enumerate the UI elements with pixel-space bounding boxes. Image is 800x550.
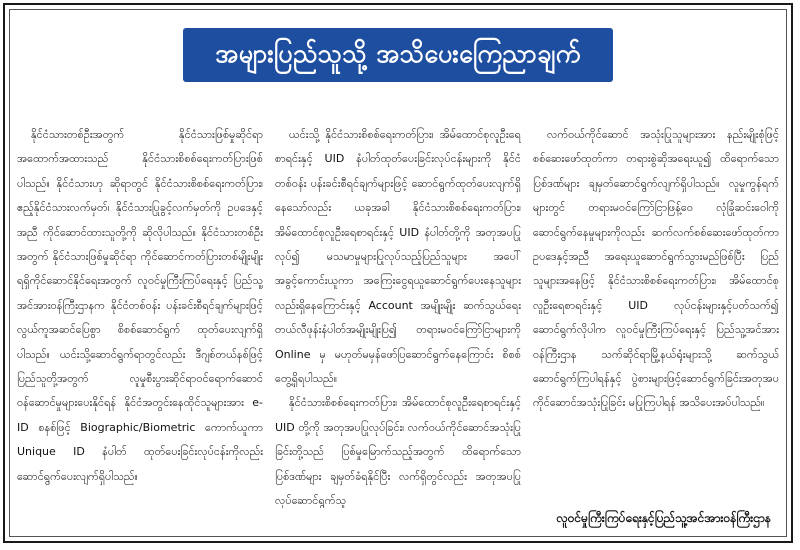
paragraph: လက်ဝယ်ကိုင်ဆောင် အသုံးပြုသူများအား နည်းမျိုးစုံဖြင့် စစ်ဆေးဖော်ထုတ်ကာ တရားစွဲဆိုအရေးယူ၍ ထိရောက်သော ပြစ်ဒဏ်များ ချမှတ်ဆောင်ရွက်လျက်ရှိပါသည်။ လူမှုကွန်ရက်များတွင် တရားမဝင်ကြော်ငြာဖြန့်ဝေ လုံခြုံဆင်းဝေါကိုဆောင်ရွက်နေမှုများကိုလည်း ဆက်လက်စစ်ဆေးဖော်ထုတ်ကာ ဥပဒေနှင့်အညီ အရေးယူဆောင်ရွက်သွားမည်ဖြစ်ပြီး ပြည်သူများအနေဖြင့် နိုင်ငံသားစိစစ်ရေးကတ်ပြား၊ အိမ်ထောင်စုလူဦးရေစာရင်းနှင့် UID လုပ်ငန်းများနှင့်ပတ်သက်၍ ဆောင်ရွက်လိုပါက လူဝင်မှုကြီးကြပ်ရေးနှင့် ပြည်သူ့အင်အားဝန်ကြီးဌာန သက်ဆိုင်ရာမြို့နယ်ရုံးများသို့ ဆက်သွယ်ဆောင်ရွက်ကြပါရန်နှင့် ပွဲစားများဖြင့်ဆောင်ရွက်ခြင်းအတုအပကိုင်ဆောင်အသုံးပြုခြင်း မပြုကြပါရန် အသိပေးအပ်ပါသည်။	[533, 128, 779, 410]
title-area	[5, 23, 791, 87]
paragraph: နိုင်ငံသားတစ်ဦးအတွက် နိုင်ငံသားဖြစ်မှုဆိုင်ရာ အထောက်အထားသည် နိုင်ငံသားစိစစ်ရေးကတ်ပြားဖြစ်ပါသည်။ နိုင်ငံသားဟု ဆိုရာတွင် နိုင်ငံသားစိစစ်ရေးကတ်ပြား၊ ဧည့်နိုင်ငံသားလက်မှတ်၊ နိုင်ငံသားပြုခွင့်လက်မှတ်ကို ဥပဒေနှင့်အညီ ကိုင်ဆောင်ထားသူတို့ကို ဆိုလိုပါသည်။ နိုင်ငံသားတစ်ဦးအတွက် နိုင်ငံသားဖြစ်မှုဆိုင်ရာ ကိုင်ဆောင်ကတ်ပြားတစ်မျိုးမျိုး ရရှိကိုင်ဆောင်နိုင်ရေးအတွက် လူဝင်မှုကြီးကြပ်ရေးနှင့် ပြည်သူ့အင်အားဝန်ကြီးဌာနက နိုင်ငံတစ်ဝန်း ပန်းခင်းစီရင်ချက်များဖြင့် လွယ်ကူအဆင်ပြေစွာ စိစစ်ဆောင်ရွက် ထုတ်ပေးလျက်ရှိပါသည်။ ယင်းသို့ဆောင်ရွက်ရာတွင်လည်း ဒီဂျစ်တယ်နစ်ဖြင့် ပြည်သူတို့အတွက် လူမှုစီးပွားဆိုင်ရာဝင်ရောက်ဆောင် ဝန်ဆောင်မှုများပေးနိုင်ရန် နိုင်ငံအတွင်းနေထိုင်သူများအား e-ID စနစ်ဖြင့် Biographic/Biometric ကောက်ယူကာ Unique ID နံပါတ် ထုတ်ပေးခြင်းလုပ်ငန်းကိုလည်း ဆောင်ရွက်ပေးလျက်ရှိပါသည်။	[17, 128, 263, 483]
notice-frame	[3, 3, 793, 543]
paragraph: ယင်းသို့ နိုင်ငံသားစိစစ်ရေးကတ်ပြား၊ အိမ်ထောင်စုလူဦးရေစာရင်းနှင့် UID နံပါတ်ထုတ်ပေးခြင်းလုပ်ငန်းများကို နိုင်ငံတစ်ဝန်း ပန်းခင်းစီရင်ချက်များဖြင့် ဆောင်ရွက်ထုတ်ပေးလျက်ရှိနေသော်လည်း ယခုအခါ နိုင်ငံသားစိစစ်ရေးကတ်ပြား၊ အိမ်ထောင်စုလူဦးရေစာရင်းနှင့် UID နံပါတ်တို့ကို အတုအပပြုလုပ်၍ မသမာမှုများပြုလုပ်သည့်ပြည်သူများ အပေါ် အခွင့်ကောင်းယူကာ အကြေးငွေရယူဆောင်ရွက်ပေးနေသူများလည်းရှိနေကြောင်းနှင့် Account အမျိုးမျိုး ဆက်သွယ်ရေးတယ်လီဖုန်းနံပါတ်အမျိုးမျိုးပြ၍ တရားမဝင်ကြော်ငြာများကို Online မှ မဟုတ်မမှန်ဖော်ပြဆောင်ရွက်နေကြောင်း စိစစ်တွေ့ရှိရပါသည်။	[275, 128, 521, 386]
column-3	[533, 123, 779, 508]
column-1	[17, 123, 263, 508]
column-2	[275, 123, 521, 508]
notice-body	[17, 123, 779, 508]
notice-title: အများပြည်သူသို့ အသိပေးကြေညာချက်	[183, 28, 612, 83]
issuing-department: လူဝင်မှုကြီးကြပ်ရေးနှင့်ပြည်သူ့အင်အားဝန်ကြီးဌာန	[556, 511, 771, 525]
paragraph: နိုင်ငံသားစိစစ်ရေးကတ်ပြား၊ အိမ်ထောင်စုလူဦးရေစာရင်းနှင့် UID တို့ကို အတုအပပြုလုပ်ခြင်း၊ လက်ဝယ်ကိုင်ဆောင်အသုံးပြုခြင်းတို့သည် ပြစ်မှုမြောက်သည့်အတွက် ထိရောက်သော ပြစ်ဒဏ်များ ချမှတ်ခံရနိုင်ပြီး လက်ရှိတွင်လည်း အတုအပပြုလုပ်ဆောင်ရွက်သူ	[275, 396, 521, 508]
